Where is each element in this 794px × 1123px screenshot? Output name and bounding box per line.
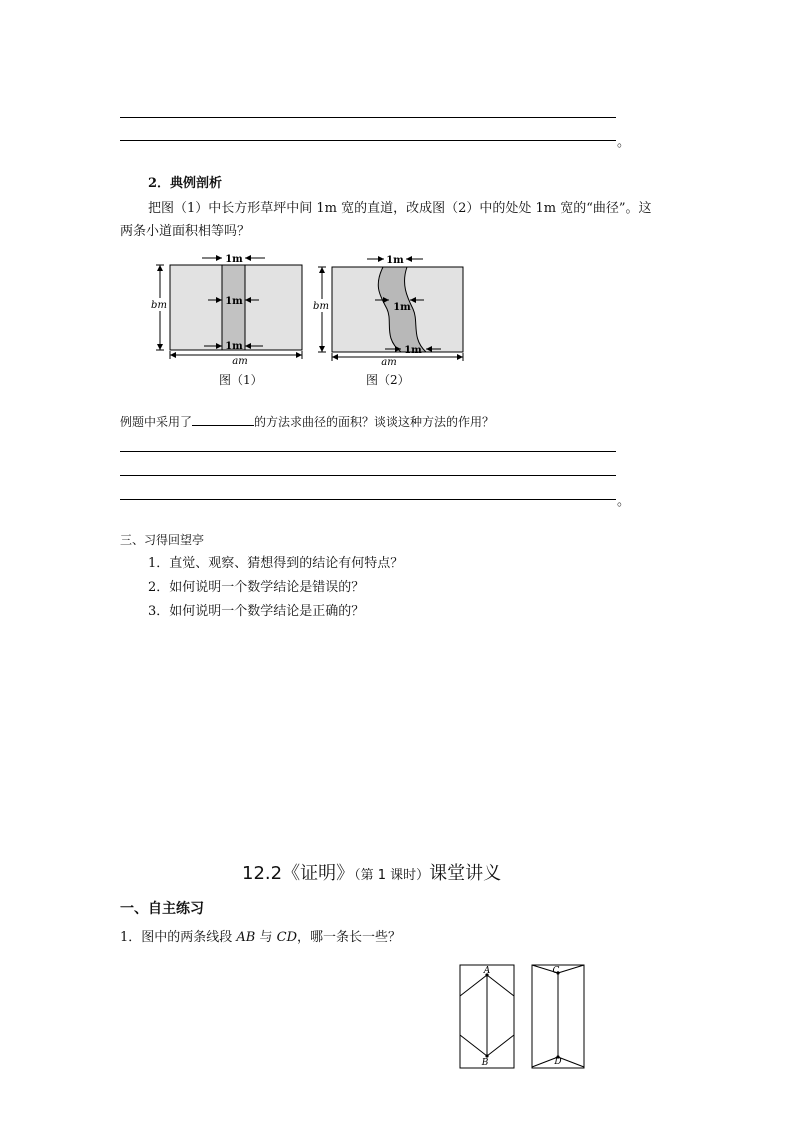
point-a-label: A: [483, 966, 491, 976]
length-label: am: [381, 357, 397, 366]
segment-comparison-figure: [455, 960, 595, 1072]
bottom-width-label: 1m: [225, 341, 243, 352]
problem-text-line2: 两条小道面积相等吗？: [120, 224, 251, 239]
answer-line: [120, 117, 616, 118]
title-end: 课堂讲义: [429, 863, 502, 884]
point-c-label: C: [552, 966, 560, 976]
method-question: [120, 413, 494, 430]
method-question-prefix: 例题中采用了: [120, 415, 193, 429]
point-b-label: B: [481, 1058, 489, 1068]
height-label: bm: [313, 301, 329, 312]
section-heading-review: 三、习得回望亭: [120, 533, 205, 547]
straight-path: [222, 265, 245, 350]
point-d-label: D: [554, 1057, 562, 1067]
mid-width-label: 1m: [393, 302, 411, 313]
review-item-2: 2．如何说明一个数学结论是错误的？: [148, 580, 365, 595]
line-end-period: 。: [617, 494, 631, 509]
top-width-label: 1m: [225, 254, 243, 265]
segment-ab-label: AB: [236, 930, 256, 945]
answer-line: [120, 140, 616, 141]
question-1: 1．图中的两条线段 AB 与 CD，哪一条长一些？: [120, 930, 402, 945]
title-main: 12.2《证明》: [242, 863, 355, 884]
figure-1-straight-path: [140, 248, 315, 366]
review-item-1: 1．直觉、观察、猜想得到的结论有何特点？: [148, 556, 404, 571]
answer-line: [120, 475, 616, 476]
lecture-title: [242, 859, 501, 885]
problem-text-line1: 把图（1）中长方形草坪中间 1m 宽的直道，改成图（2）中的处处 1m 宽的“曲径”。这: [148, 201, 652, 216]
answer-line: [120, 499, 616, 500]
mid-width-label: 1m: [225, 296, 243, 307]
length-label: am: [232, 356, 248, 366]
top-width-label: 1m: [386, 255, 404, 266]
figure-1-caption: 图（1）: [219, 373, 263, 387]
bottom-width-label: 1m: [404, 345, 422, 356]
figure-2-curved-path: [305, 252, 475, 366]
section-heading-practice: 一、自主练习: [120, 901, 204, 917]
title-lesson: （第 1 课时）: [354, 868, 430, 883]
answer-line: [120, 451, 616, 452]
segment-cd-label: CD: [276, 930, 297, 945]
line-end-period: 。: [617, 135, 631, 150]
fill-blank[interactable]: [192, 413, 254, 426]
section-heading-example: 2．典例剖析: [148, 176, 223, 191]
height-label: bm: [151, 300, 167, 311]
review-item-3: 3．如何说明一个数学结论是正确的？: [148, 604, 365, 619]
method-question-suffix: 的方法求曲径的面积？谈谈这种方法的作用？: [254, 415, 495, 429]
figure-2-caption: 图（2）: [366, 373, 410, 387]
